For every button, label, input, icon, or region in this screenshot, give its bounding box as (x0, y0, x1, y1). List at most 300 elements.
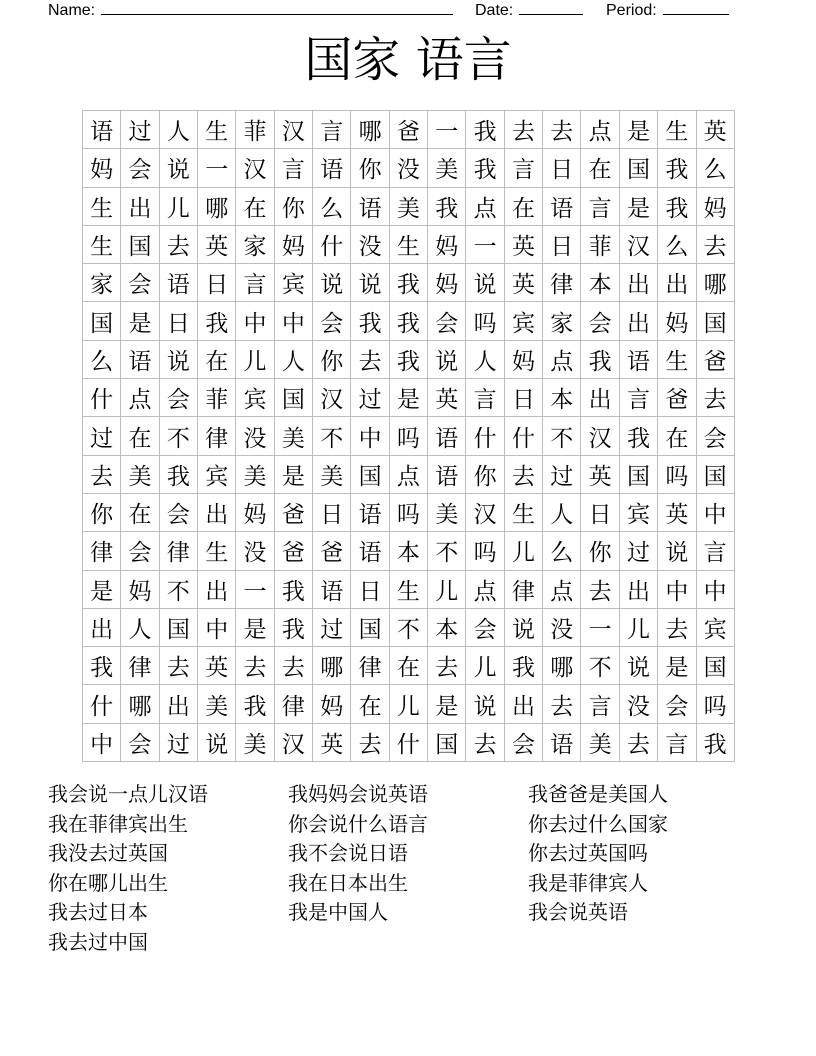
grid-cell[interactable]: 一 (198, 149, 236, 187)
grid-cell[interactable]: 没 (351, 226, 389, 264)
grid-cell[interactable]: 会 (121, 149, 159, 187)
grid-cell[interactable]: 我 (275, 609, 313, 647)
grid-cell[interactable]: 我 (390, 302, 428, 340)
grid-cell[interactable]: 吗 (466, 532, 504, 570)
grid-cell[interactable]: 去 (275, 647, 313, 685)
grid-cell[interactable]: 点 (390, 456, 428, 494)
grid-cell[interactable]: 会 (505, 724, 543, 762)
grid-cell[interactable]: 美 (236, 456, 274, 494)
grid-cell[interactable]: 点 (543, 571, 581, 609)
grid-cell[interactable]: 会 (160, 379, 198, 417)
grid-cell[interactable]: 语 (351, 494, 389, 532)
grid-cell[interactable]: 一 (581, 609, 619, 647)
grid-cell[interactable]: 你 (466, 456, 504, 494)
grid-cell[interactable]: 语 (313, 571, 351, 609)
grid-cell[interactable]: 语 (83, 111, 121, 149)
grid-cell[interactable]: 中 (198, 609, 236, 647)
grid-cell[interactable]: 律 (121, 647, 159, 685)
grid-cell[interactable]: 我 (581, 341, 619, 379)
grid-cell[interactable]: 宾 (198, 456, 236, 494)
word-list-item: 我在菲律宾出生 (48, 811, 188, 836)
grid-cell[interactable]: 美 (236, 724, 274, 762)
grid-cell[interactable]: 中 (236, 302, 274, 340)
grid-cell[interactable]: 爸 (658, 379, 696, 417)
grid-cell[interactable]: 去 (620, 724, 658, 762)
grid-cell[interactable]: 说 (658, 532, 696, 570)
grid-cell[interactable]: 说 (160, 149, 198, 187)
grid-cell[interactable]: 语 (620, 341, 658, 379)
grid-cell[interactable]: 去 (466, 724, 504, 762)
grid-cell[interactable]: 妈 (313, 685, 351, 723)
grid-cell[interactable]: 点 (543, 341, 581, 379)
grid-cell[interactable]: 国 (121, 226, 159, 264)
grid-cell[interactable]: 我 (390, 341, 428, 379)
grid-cell[interactable]: 不 (160, 417, 198, 455)
grid-cell[interactable]: 宾 (620, 494, 658, 532)
grid-cell[interactable]: 语 (160, 264, 198, 302)
grid-cell[interactable]: 去 (351, 724, 389, 762)
grid-cell[interactable]: 什 (313, 226, 351, 264)
grid-cell[interactable]: 什 (83, 685, 121, 723)
grid-cell[interactable]: 国 (697, 647, 735, 685)
grid-cell[interactable]: 律 (505, 571, 543, 609)
grid-cell[interactable]: 说 (466, 685, 504, 723)
grid-cell[interactable]: 过 (83, 417, 121, 455)
grid-cell[interactable]: 言 (505, 149, 543, 187)
grid-cell[interactable]: 美 (428, 149, 466, 187)
grid-cell[interactable]: 点 (121, 379, 159, 417)
grid-cell[interactable]: 语 (428, 456, 466, 494)
page-title: 国家 语言 (304, 32, 512, 88)
grid-cell[interactable]: 过 (160, 724, 198, 762)
period-field[interactable] (606, 0, 729, 20)
grid-cell[interactable]: 哪 (543, 647, 581, 685)
grid-cell[interactable]: 我 (620, 417, 658, 455)
grid-cell[interactable]: 是 (275, 456, 313, 494)
grid-cell[interactable]: 言 (620, 379, 658, 417)
grid-cell[interactable]: 在 (658, 417, 696, 455)
grid-cell[interactable]: 么 (543, 532, 581, 570)
grid-cell[interactable]: 我 (390, 264, 428, 302)
grid-cell[interactable]: 一 (466, 226, 504, 264)
grid-cell[interactable]: 什 (83, 379, 121, 417)
grid-cell[interactable]: 在 (121, 417, 159, 455)
grid-cell[interactable]: 么 (83, 341, 121, 379)
grid-cell[interactable]: 妈 (275, 226, 313, 264)
grid-cell[interactable]: 儿 (428, 571, 466, 609)
grid-cell[interactable]: 中 (697, 494, 735, 532)
grid-cell[interactable]: 我 (83, 647, 121, 685)
grid-cell[interactable]: 美 (275, 417, 313, 455)
grid-cell[interactable]: 汉 (620, 226, 658, 264)
grid-cell[interactable]: 生 (198, 532, 236, 570)
grid-cell[interactable]: 妈 (83, 149, 121, 187)
grid-cell[interactable]: 去 (505, 456, 543, 494)
grid-cell[interactable]: 美 (121, 456, 159, 494)
grid-cell[interactable]: 会 (581, 302, 619, 340)
grid-cell[interactable]: 哪 (313, 647, 351, 685)
grid-cell[interactable]: 妈 (505, 341, 543, 379)
name-blank[interactable] (101, 0, 453, 15)
grid-cell[interactable]: 出 (160, 685, 198, 723)
grid-cell[interactable]: 汉 (275, 111, 313, 149)
grid-cell[interactable]: 什 (390, 724, 428, 762)
grid-cell[interactable]: 日 (351, 571, 389, 609)
grid-cell[interactable]: 生 (390, 571, 428, 609)
grid-cell[interactable]: 国 (620, 149, 658, 187)
grid-cell[interactable]: 日 (581, 494, 619, 532)
grid-cell[interactable]: 是 (83, 571, 121, 609)
grid-cell[interactable]: 英 (198, 647, 236, 685)
grid-cell[interactable]: 菲 (198, 379, 236, 417)
grid-cell[interactable]: 会 (313, 302, 351, 340)
grid-cell[interactable]: 宾 (697, 609, 735, 647)
grid-cell[interactable]: 点 (466, 571, 504, 609)
grid-cell[interactable]: 吗 (697, 685, 735, 723)
grid-cell[interactable]: 人 (160, 111, 198, 149)
grid-cell[interactable]: 会 (121, 724, 159, 762)
grid-cell[interactable]: 国 (697, 456, 735, 494)
grid-cell[interactable]: 妈 (658, 302, 696, 340)
grid-cell[interactable]: 国 (351, 456, 389, 494)
grid-cell[interactable]: 说 (466, 264, 504, 302)
grid-cell[interactable]: 英 (581, 456, 619, 494)
grid-cell[interactable]: 国 (351, 609, 389, 647)
grid-cell[interactable]: 律 (543, 264, 581, 302)
period-blank[interactable] (663, 0, 729, 15)
grid-cell[interactable]: 美 (428, 494, 466, 532)
grid-cell[interactable]: 我 (658, 188, 696, 226)
grid-cell[interactable]: 我 (505, 647, 543, 685)
grid-cell[interactable]: 过 (121, 111, 159, 149)
grid-cell[interactable]: 国 (620, 456, 658, 494)
grid-cell[interactable]: 在 (198, 341, 236, 379)
grid-cell[interactable]: 出 (620, 571, 658, 609)
grid-cell[interactable]: 说 (313, 264, 351, 302)
grid-cell[interactable]: 我 (160, 456, 198, 494)
grid-cell[interactable]: 本 (390, 532, 428, 570)
grid-cell[interactable]: 家 (83, 264, 121, 302)
grid-cell[interactable]: 爸 (697, 341, 735, 379)
grid-cell[interactable]: 一 (236, 571, 274, 609)
grid-cell[interactable]: 语 (313, 149, 351, 187)
grid-cell[interactable]: 哪 (121, 685, 159, 723)
grid-cell[interactable]: 汉 (313, 379, 351, 417)
grid-cell[interactable]: 儿 (390, 685, 428, 723)
grid-cell[interactable]: 家 (543, 302, 581, 340)
grid-cell[interactable]: 是 (236, 609, 274, 647)
grid-cell[interactable]: 去 (581, 571, 619, 609)
grid-cell[interactable]: 宾 (275, 264, 313, 302)
grid-cell[interactable]: 在 (581, 149, 619, 187)
grid-cell[interactable]: 出 (620, 264, 658, 302)
grid-cell[interactable]: 去 (160, 647, 198, 685)
grid-cell[interactable]: 日 (543, 149, 581, 187)
grid-cell[interactable]: 律 (160, 532, 198, 570)
grid-cell[interactable]: 英 (428, 379, 466, 417)
grid-cell[interactable]: 言 (275, 149, 313, 187)
grid-cell[interactable]: 会 (658, 685, 696, 723)
grid-cell[interactable]: 美 (198, 685, 236, 723)
grid-cell[interactable]: 生 (390, 226, 428, 264)
grid-cell[interactable]: 哪 (351, 111, 389, 149)
grid-cell[interactable]: 宾 (505, 302, 543, 340)
grid-cell[interactable]: 儿 (505, 532, 543, 570)
grid-cell[interactable]: 在 (236, 188, 274, 226)
grid-cell[interactable]: 我 (428, 188, 466, 226)
grid-cell[interactable]: 吗 (390, 494, 428, 532)
grid-cell[interactable]: 点 (466, 188, 504, 226)
grid-cell[interactable]: 生 (658, 341, 696, 379)
grid-cell[interactable]: 去 (83, 456, 121, 494)
word-list-item: 我是菲律宾人 (528, 870, 648, 895)
grid-cell[interactable]: 我 (697, 724, 735, 762)
grid-cell[interactable]: 中 (275, 302, 313, 340)
grid-cell[interactable]: 我 (198, 302, 236, 340)
grid-cell[interactable]: 不 (160, 571, 198, 609)
grid-cell[interactable]: 没 (236, 532, 274, 570)
grid-cell[interactable]: 去 (697, 226, 735, 264)
grid-cell[interactable]: 出 (198, 494, 236, 532)
period-label: Period: (606, 2, 657, 19)
grid-cell[interactable]: 英 (505, 264, 543, 302)
grid-cell[interactable]: 是 (428, 685, 466, 723)
grid-cell[interactable]: 出 (198, 571, 236, 609)
grid-cell[interactable]: 哪 (697, 264, 735, 302)
grid-cell[interactable]: 本 (543, 379, 581, 417)
grid-cell[interactable]: 去 (160, 226, 198, 264)
grid-cell[interactable]: 说 (351, 264, 389, 302)
grid-cell[interactable]: 没 (390, 149, 428, 187)
grid-cell[interactable]: 会 (121, 532, 159, 570)
grid-cell[interactable]: 本 (428, 609, 466, 647)
grid-cell[interactable]: 在 (121, 494, 159, 532)
grid-cell[interactable]: 美 (390, 188, 428, 226)
grid-cell[interactable]: 国 (428, 724, 466, 762)
grid-cell[interactable]: 妈 (428, 264, 466, 302)
grid-cell[interactable]: 过 (620, 532, 658, 570)
grid-cell[interactable]: 宾 (236, 379, 274, 417)
grid-cell[interactable]: 儿 (466, 647, 504, 685)
grid-cell[interactable]: 你 (83, 494, 121, 532)
grid-cell[interactable]: 儿 (160, 188, 198, 226)
grid-cell[interactable]: 点 (581, 111, 619, 149)
grid-cell[interactable]: 说 (505, 609, 543, 647)
grid-cell[interactable]: 我 (658, 149, 696, 187)
grid-cell[interactable]: 你 (275, 188, 313, 226)
grid-cell[interactable]: 去 (428, 647, 466, 685)
grid-cell[interactable]: 出 (620, 302, 658, 340)
grid-cell[interactable]: 是 (121, 302, 159, 340)
grid-cell[interactable]: 国 (83, 302, 121, 340)
grid-cell[interactable]: 不 (543, 417, 581, 455)
grid-cell[interactable]: 出 (505, 685, 543, 723)
grid-cell[interactable]: 英 (658, 494, 696, 532)
grid-cell[interactable]: 会 (466, 609, 504, 647)
grid-cell[interactable]: 生 (83, 188, 121, 226)
grid-cell[interactable]: 没 (236, 417, 274, 455)
grid-cell[interactable]: 生 (198, 111, 236, 149)
grid-cell[interactable]: 去 (697, 379, 735, 417)
grid-cell[interactable]: 家 (236, 226, 274, 264)
grid-cell[interactable]: 你 (581, 532, 619, 570)
grid-cell[interactable]: 说 (198, 724, 236, 762)
grid-cell[interactable]: 去 (236, 647, 274, 685)
grid-cell[interactable]: 日 (198, 264, 236, 302)
grid-cell[interactable]: 妈 (121, 571, 159, 609)
grid-cell[interactable]: 律 (198, 417, 236, 455)
grid-cell[interactable]: 中 (697, 571, 735, 609)
grid-cell[interactable]: 语 (543, 724, 581, 762)
grid-cell[interactable]: 本 (581, 264, 619, 302)
grid-cell[interactable]: 我 (275, 571, 313, 609)
grid-cell[interactable]: 儿 (620, 609, 658, 647)
grid-cell[interactable]: 出 (658, 264, 696, 302)
grid-cell[interactable]: 一 (428, 111, 466, 149)
grid-cell[interactable]: 是 (390, 379, 428, 417)
grid-cell[interactable]: 菲 (581, 226, 619, 264)
grid-cell[interactable]: 儿 (236, 341, 274, 379)
grid-cell[interactable]: 言 (466, 379, 504, 417)
grid-cell[interactable]: 汉 (275, 724, 313, 762)
grid-cell[interactable]: 说 (428, 341, 466, 379)
grid-cell[interactable]: 国 (160, 609, 198, 647)
grid-cell[interactable]: 语 (351, 532, 389, 570)
grid-cell[interactable]: 生 (658, 111, 696, 149)
grid-cell[interactable]: 汉 (236, 149, 274, 187)
grid-cell[interactable]: 言 (581, 685, 619, 723)
grid-cell[interactable]: 是 (620, 111, 658, 149)
grid-cell[interactable]: 我 (466, 149, 504, 187)
grid-cell[interactable]: 没 (620, 685, 658, 723)
grid-cell[interactable]: 什 (505, 417, 543, 455)
grid-cell[interactable]: 爸 (275, 532, 313, 570)
grid-cell[interactable]: 么 (697, 149, 735, 187)
grid-cell[interactable]: 生 (83, 226, 121, 264)
grid-cell[interactable]: 吗 (390, 417, 428, 455)
grid-cell[interactable]: 说 (160, 341, 198, 379)
grid-cell[interactable]: 去 (658, 609, 696, 647)
grid-cell[interactable]: 爸 (390, 111, 428, 149)
grid-cell[interactable]: 不 (390, 609, 428, 647)
grid-cell[interactable]: 你 (351, 149, 389, 187)
grid-cell[interactable]: 在 (390, 647, 428, 685)
grid-cell[interactable]: 言 (658, 724, 696, 762)
grid-cell[interactable]: 去 (543, 111, 581, 149)
grid-cell[interactable]: 你 (313, 341, 351, 379)
grid-cell[interactable]: 不 (313, 417, 351, 455)
grid-cell[interactable]: 语 (543, 188, 581, 226)
grid-cell[interactable]: 律 (351, 647, 389, 685)
grid-cell[interactable]: 去 (543, 685, 581, 723)
grid-cell[interactable]: 律 (275, 685, 313, 723)
grid-cell[interactable]: 会 (428, 302, 466, 340)
grid-cell[interactable]: 英 (697, 111, 735, 149)
grid-cell[interactable]: 么 (313, 188, 351, 226)
grid-cell[interactable]: 律 (83, 532, 121, 570)
grid-cell[interactable]: 不 (581, 647, 619, 685)
grid-cell[interactable]: 我 (351, 302, 389, 340)
grid-cell[interactable]: 语 (351, 188, 389, 226)
grid-cell[interactable]: 国 (275, 379, 313, 417)
word-list-item: 我爸爸是美国人 (528, 782, 668, 806)
grid-cell[interactable]: 吗 (658, 456, 696, 494)
grid-cell[interactable]: 在 (351, 685, 389, 723)
grid-cell[interactable]: 过 (313, 609, 351, 647)
grid-cell[interactable]: 会 (697, 417, 735, 455)
grid-cell[interactable]: 人 (121, 609, 159, 647)
grid-cell[interactable]: 中 (83, 724, 121, 762)
grid-cell[interactable]: 日 (543, 226, 581, 264)
grid-cell[interactable]: 我 (466, 111, 504, 149)
grid-cell[interactable]: 爸 (313, 532, 351, 570)
grid-cell[interactable]: 汉 (466, 494, 504, 532)
grid-cell[interactable]: 言 (581, 188, 619, 226)
grid-cell[interactable]: 说 (620, 647, 658, 685)
grid-cell[interactable]: 出 (83, 609, 121, 647)
grid-cell[interactable]: 哪 (198, 188, 236, 226)
grid-cell[interactable]: 出 (581, 379, 619, 417)
grid-cell[interactable]: 人 (466, 341, 504, 379)
grid-cell[interactable]: 汉 (581, 417, 619, 455)
grid-cell[interactable]: 日 (505, 379, 543, 417)
grid-cell[interactable]: 什 (466, 417, 504, 455)
date-blank[interactable] (519, 0, 583, 15)
grid-cell[interactable]: 言 (236, 264, 274, 302)
grid-cell[interactable]: 美 (581, 724, 619, 762)
grid-cell[interactable]: 爸 (275, 494, 313, 532)
grid-cell[interactable]: 去 (505, 111, 543, 149)
grid-cell[interactable]: 日 (160, 302, 198, 340)
grid-cell[interactable]: 么 (658, 226, 696, 264)
grid-cell[interactable]: 国 (697, 302, 735, 340)
grid-cell[interactable]: 会 (160, 494, 198, 532)
grid-cell[interactable]: 妈 (428, 226, 466, 264)
grid-cell[interactable]: 人 (543, 494, 581, 532)
grid-cell[interactable]: 没 (543, 609, 581, 647)
grid-cell[interactable]: 语 (121, 341, 159, 379)
grid-cell[interactable]: 语 (428, 417, 466, 455)
grid-cell[interactable]: 中 (658, 571, 696, 609)
name-field[interactable] (48, 0, 453, 20)
grid-cell[interactable]: 吗 (466, 302, 504, 340)
grid-cell[interactable]: 英 (505, 226, 543, 264)
grid-cell[interactable]: 美 (313, 456, 351, 494)
grid-cell[interactable]: 会 (121, 264, 159, 302)
grid-cell[interactable]: 英 (313, 724, 351, 762)
grid-cell[interactable]: 日 (313, 494, 351, 532)
grid-cell[interactable]: 出 (121, 188, 159, 226)
grid-cell[interactable]: 人 (275, 341, 313, 379)
grid-cell[interactable]: 在 (505, 188, 543, 226)
grid-cell[interactable]: 过 (351, 379, 389, 417)
grid-cell[interactable]: 中 (351, 417, 389, 455)
grid-cell[interactable]: 言 (697, 532, 735, 570)
date-field[interactable] (475, 0, 583, 20)
grid-cell[interactable]: 言 (313, 111, 351, 149)
grid-cell[interactable]: 妈 (697, 188, 735, 226)
grid-cell[interactable]: 妈 (236, 494, 274, 532)
grid-cell[interactable]: 是 (658, 647, 696, 685)
grid-cell[interactable]: 我 (236, 685, 274, 723)
grid-cell[interactable]: 英 (198, 226, 236, 264)
grid-cell[interactable]: 不 (428, 532, 466, 570)
grid-cell[interactable]: 菲 (236, 111, 274, 149)
grid-cell[interactable]: 过 (543, 456, 581, 494)
grid-cell[interactable]: 生 (505, 494, 543, 532)
grid-cell[interactable]: 是 (620, 188, 658, 226)
grid-cell[interactable]: 去 (351, 341, 389, 379)
